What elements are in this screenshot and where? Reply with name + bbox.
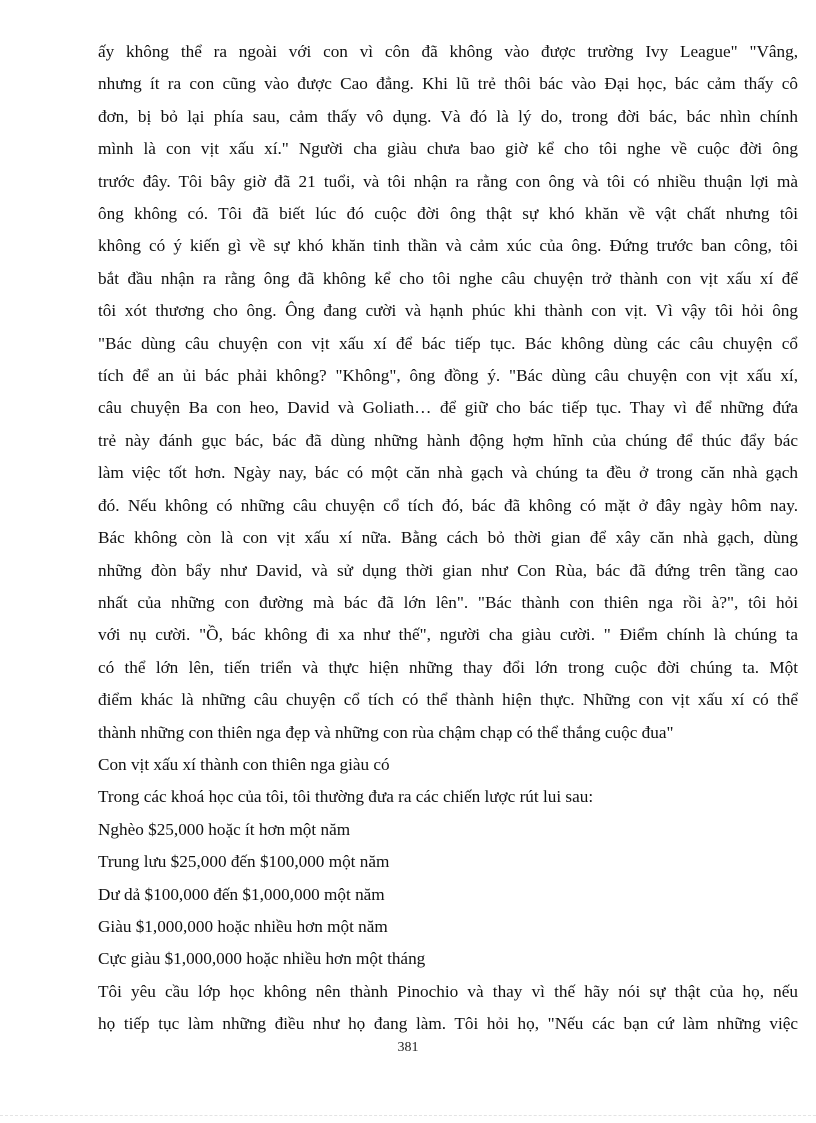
paragraph-line: với nụ cười. "Ồ, bác không đi xa như thế", người cha giàu cười. " Điểm chính là chúng ta <box>98 625 798 645</box>
paragraph-line: trước đây. Tôi bây giờ đã 21 tuổi, và tôi nhận ra rằng con ông và tôi có nhiều thuận lợi mà <box>98 171 798 191</box>
section-heading: Con vịt xấu xí thành con thiên nga giàu có <box>98 754 390 774</box>
paragraph-line: có thể lớn lên, tiến triển và thực hiện những thay đổi lớn trong cuộc đời chúng ta. Một <box>98 657 798 677</box>
income-level-item: Trung lưu $25,000 đến $100,000 một năm <box>98 852 390 872</box>
paragraph-line: Bác không còn là con vịt xấu xí nữa. Bằng cách bỏ thời gian để xây căn nhà gạch, dùng <box>98 528 798 548</box>
income-levels-list <box>98 814 798 976</box>
paragraph-line: "Bác dùng câu chuyện con vịt xấu xí để bác tiếp tục. Bác không dùng các câu chuyện cổ <box>98 333 798 353</box>
paragraph-line: tôi xót thương cho ông. Ông đang cười và hạnh phúc khi thành con vịt. Vì vậy tôi hỏi ông <box>98 301 798 321</box>
paragraph-line: họ tiếp tục làm những điều như họ đang làm. Tôi hỏi họ, "Nếu các bạn cứ làm những việc <box>98 1014 798 1034</box>
story-paragraph <box>98 36 798 749</box>
paragraph-line: đơn, bị bỏ lại phía sau, cảm thấy vô dụng. Và đó là lý do, trong đời bác, bác nhìn chính <box>98 106 798 126</box>
paragraph-line: đó. Nếu không có những câu chuyện cổ tích đó, bác đã không có mặt ở đây ngày hôm nay. <box>98 495 798 515</box>
closing-paragraph <box>98 976 798 1041</box>
paragraph-line: câu chuyện Ba con heo, David và Goliath… để giữ cho bác tiếp tục. Thay vì để những đứa <box>98 398 798 418</box>
income-level-item: Cực giàu $1,000,000 hoặc nhiều hơn một tháng <box>98 949 426 969</box>
paragraph-line: ấy không thể ra ngoài với con vì côn đã không vào được trường Ivy League" "Vâng, <box>98 42 798 61</box>
paragraph-line: mình là con vịt xấu xí." Người cha giàu chưa bao giờ kể cho tôi nghe về cuộc đời ông <box>98 139 798 159</box>
paragraph-line: làm việc tốt hơn. Ngày nay, bác có một căn nhà gạch và chúng ta đều ở trong căn nhà gạch <box>98 463 798 483</box>
paragraph-line: ông không có. Tôi đã biết lúc đó cuộc đời ông thật sự khó khăn về vật chất nhưng tôi <box>98 204 798 224</box>
intro-line: Trong các khoá học của tôi, tôi thường đưa ra các chiến lược rút lui sau: <box>98 787 594 807</box>
page-number: 381 <box>397 1040 419 1055</box>
paragraph-line: trẻ này đánh gục bác, bác đã dùng những hành động hợm hĩnh của chúng để thúc đẩy bác <box>98 430 798 450</box>
page-bottom-divider <box>0 1115 816 1116</box>
paragraph-line: những đòn bẩy như David, và sử dụng thời gian như Con Rùa, bác đã đứng trên tầng cao <box>98 560 798 580</box>
paragraph-line: điểm khác là những câu chuyện cổ tích có thể thành hiện thực. Những con vịt xấu xí có thể <box>98 690 798 710</box>
paragraph-line: không có ý kiến gì về sự khó khăn tinh thần và cảm xúc của ông. Đứng trước ban công, tôi <box>98 236 798 256</box>
paragraph-line: nhất của những con đường mà bác đã lớn lên". "Bác thành con thiên nga rồi à?", tôi hỏi <box>98 592 798 612</box>
income-level-item: Giàu $1,000,000 hoặc nhiều hơn một năm <box>98 916 388 936</box>
income-level-item: Dư dả $100,000 đến $1,000,000 một năm <box>98 884 385 904</box>
income-level-item: Nghèo $25,000 hoặc ít hơn một năm <box>98 819 351 839</box>
paragraph-line: tích để an ủi bác phải không? "Không", ông đồng ý. "Bác dùng câu chuyện con vịt xấu xí, <box>98 366 798 386</box>
paragraph-line: bắt đầu nhận ra rằng ông đã không kể cho tôi nghe câu chuyện trở thành con vịt xấu xí để <box>98 268 798 288</box>
paragraph-line: nhưng ít ra con cũng vào được Cao đẳng. Khi lũ trẻ thôi bác vào Đại học, bác cảm thấy cô <box>98 74 798 94</box>
paragraph-line: Tôi yêu cầu lớp học không nên thành Pinochio và thay vì thế hãy nói sự thật của họ, nếu <box>98 981 798 1001</box>
page-body <box>98 36 798 1041</box>
paragraph-line: thành những con thiên nga đẹp và những con rùa chậm chạp có thể thắng cuộc đua" <box>98 722 674 742</box>
